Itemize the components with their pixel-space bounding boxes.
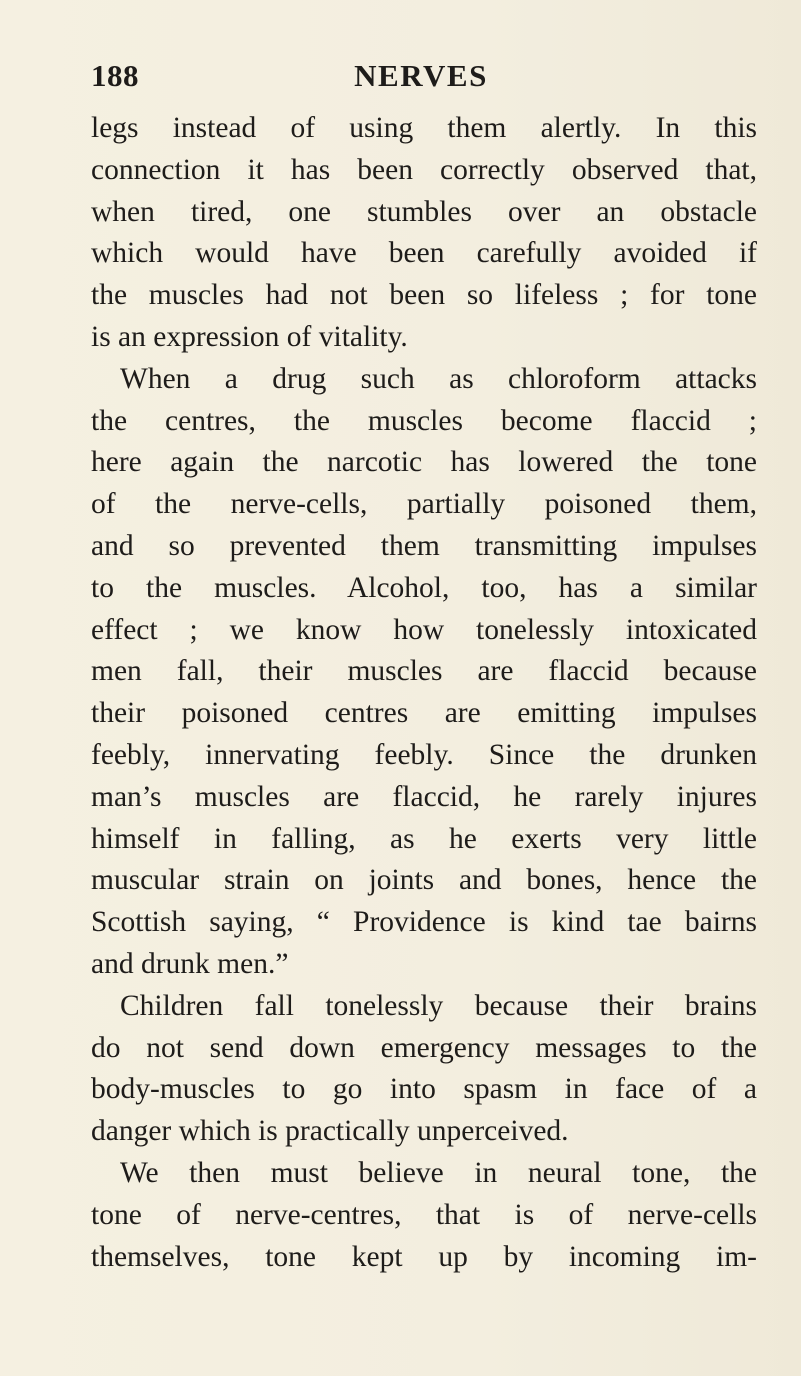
text-line: When a drug such as chloroform attacks	[120, 362, 757, 395]
text-line: to the muscles. Alcohol, too, has a similar	[91, 571, 757, 604]
page-number: 188	[91, 58, 139, 93]
text-line: tone of nerve-centres, that is of nerve-cells	[91, 1198, 757, 1231]
text-line: feebly, innervating feebly. Since the drunken	[91, 738, 757, 771]
text-line: the muscles had not been so lifeless ; for tone	[91, 279, 757, 312]
text-line: legs instead of using them alertly. In this	[91, 112, 757, 144]
text-line: body-muscles to go into spasm in face of a	[91, 1073, 757, 1106]
text-line: and drunk men.”	[91, 947, 289, 980]
text-line: effect ; we know how tonelessly intoxicated	[91, 613, 757, 646]
text-line: themselves, tone kept up by incoming im-	[91, 1240, 757, 1273]
text-line: muscular strain on joints and bones, hence the	[91, 864, 757, 897]
text-line: here again the narcotic has lowered the tone	[91, 446, 757, 479]
text-line: Scottish saying, “ Providence is kind tae bairns	[91, 906, 757, 939]
text-line: connection it has been correctly observed that,	[91, 153, 757, 186]
text-line: their poisoned centres are emitting impulses	[91, 697, 757, 730]
page-header	[91, 56, 751, 96]
text-line: which would have been carefully avoided if	[91, 237, 757, 270]
text-line: the centres, the muscles become flaccid ;	[91, 404, 757, 437]
body-text	[91, 108, 757, 1278]
text-line: of the nerve-cells, partially poisoned them,	[91, 488, 757, 521]
text-line: men fall, their muscles are flaccid because	[91, 655, 757, 688]
text-line: do not send down emergency messages to the	[91, 1031, 757, 1064]
text-line: We then must believe in neural tone, the	[120, 1156, 757, 1189]
text-line: man’s muscles are flaccid, he rarely injures	[91, 780, 757, 813]
text-line: himself in falling, as he exerts very little	[91, 822, 757, 855]
text-line: when tired, one stumbles over an obstacle	[91, 195, 757, 228]
text-line: Children fall tonelessly because their brains	[120, 989, 757, 1022]
running-head: NERVES	[354, 58, 488, 93]
text-line: danger which is practically unperceived.	[91, 1115, 569, 1148]
text-line: and so prevented them transmitting impulses	[91, 529, 757, 562]
text-line: is an expression of vitality.	[91, 320, 408, 353]
